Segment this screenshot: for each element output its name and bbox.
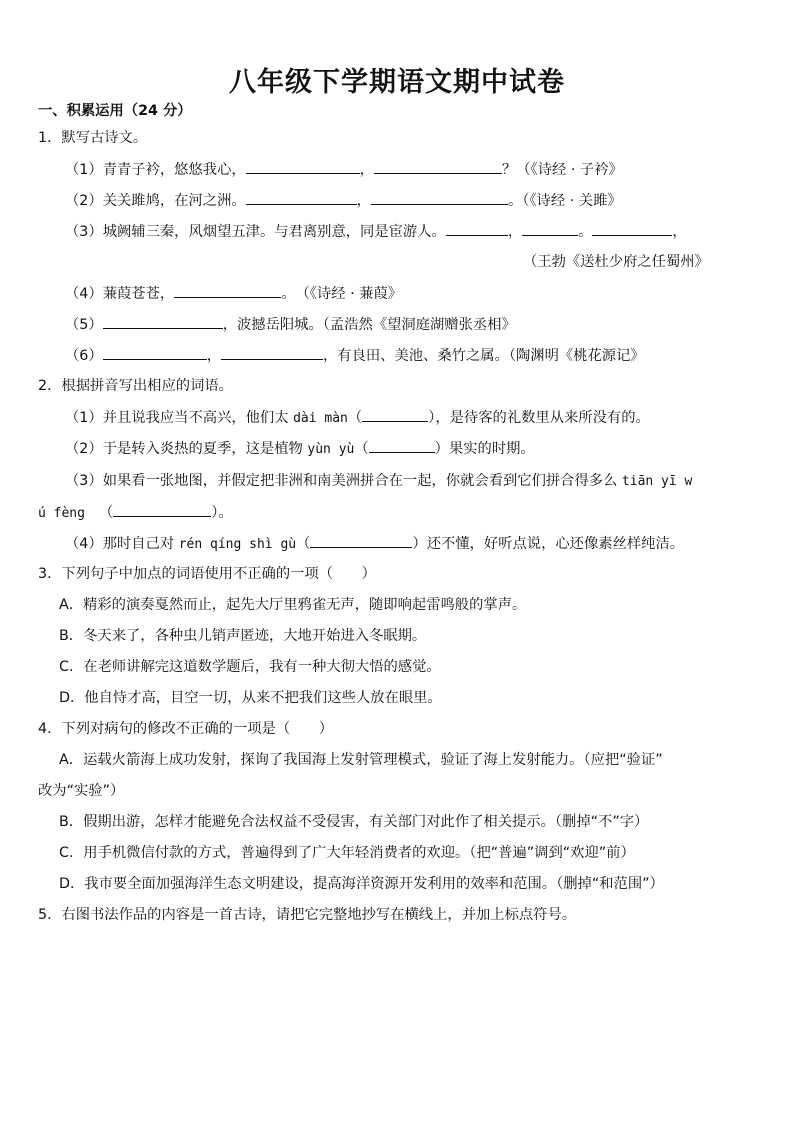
section-heading: 一、积累运用（24 分） bbox=[38, 103, 192, 119]
answer-blank[interactable] bbox=[174, 283, 281, 298]
answer-blank[interactable] bbox=[246, 159, 360, 174]
q2-item-1: （1）并且说我应当不高兴，他们太 dài màn（ ），是待客的礼数里从来所没有的。 bbox=[65, 407, 650, 429]
answer-blank[interactable] bbox=[371, 190, 508, 205]
q2-item-3-cont: ú fèng （ ）。 bbox=[38, 502, 233, 524]
q4-option-d[interactable]: D．我市要全面加强海洋生态文明建设，提高海洋资源开发利用的效率和范围。（删掉“和范围”） bbox=[59, 876, 664, 892]
q3-option-a[interactable]: A．精彩的演奏戛然而止，起先大厅里鸦雀无声，随即响起雷鸣般的掌声。 bbox=[59, 597, 527, 613]
answer-blank[interactable] bbox=[221, 345, 323, 360]
question-2-stem: 2．根据拼音写出相应的词语。 bbox=[38, 378, 233, 394]
question-5-stem: 5．右图书法作品的内容是一首古诗，请把它完整地抄写在横线上，并加上标点符号。 bbox=[38, 907, 577, 923]
pinyin: tiān yī w bbox=[621, 474, 693, 489]
q1-item-2: （2）关关雎鸠，在河之洲。 ， 。（《诗经 · 关雎》 bbox=[65, 190, 622, 211]
answer-blank[interactable] bbox=[592, 221, 672, 236]
pinyin: ú fèng bbox=[38, 506, 85, 521]
q1-item-1: （1）青青子衿，悠悠我心， ， ？（《诗经 · 子衿》 bbox=[65, 159, 623, 180]
q1-item-3: （3）城阙辅三秦，风烟望五津。与君离别意，同是宦游人。 ， 。 ， bbox=[65, 221, 687, 242]
answer-blank[interactable] bbox=[446, 221, 508, 236]
answer-blank[interactable] bbox=[113, 502, 211, 517]
answer-blank[interactable] bbox=[310, 533, 412, 548]
q1-item-3-source: （王勃《送杜少府之任蜀州》 bbox=[523, 254, 709, 270]
q4-option-c[interactable]: C．用手机微信付款的方式，普遍得到了广大年轻消费者的欢迎。（把“普遍”调到“欢迎”前） bbox=[59, 845, 635, 861]
question-1-stem: 1．默写古诗文。 bbox=[38, 130, 148, 146]
q3-option-b[interactable]: B．冬天来了，各种虫儿销声匿迹，大地开始进入冬眠期。 bbox=[59, 628, 427, 644]
answer-blank[interactable] bbox=[362, 407, 428, 422]
answer-blank[interactable] bbox=[103, 345, 207, 360]
answer-blank[interactable] bbox=[374, 159, 502, 174]
q1-item-6: （6） ， ，有良田、美池、桑竹之属。（陶渊明《桃花源记》 bbox=[65, 345, 645, 366]
q4-option-b[interactable]: B．假期出游，怎样才能避免合法权益不受侵害，有关部门对此作了相关提示。（删掉“不”字） bbox=[59, 814, 649, 830]
question-3-stem: 3．下列句子中加点的词语使用不正确的一项（ ） bbox=[38, 566, 376, 582]
q3-option-d[interactable]: D．他自恃才高，目空一切，从来不把我们这些人放在眼里。 bbox=[59, 690, 442, 706]
page-title: 八年级下学期语文期中试卷 bbox=[229, 67, 565, 98]
pinyin: yùn yù bbox=[307, 442, 355, 457]
q4-option-a[interactable]: A．运载火箭海上成功发射，探询了我国海上发射管理模式，验证了海上发射能力。（应把“验证” bbox=[59, 752, 663, 768]
q1-item-4: （4）蒹葭苍苍， 。 （《诗经 · 蒹葭》 bbox=[65, 283, 402, 304]
q3-option-c[interactable]: C．在老师讲解完这道数学题后，我有一种大彻大悟的感觉。 bbox=[59, 659, 441, 675]
answer-blank[interactable] bbox=[522, 221, 578, 236]
answer-blank[interactable] bbox=[246, 190, 357, 205]
question-4-stem: 4．下列对病句的修改不正确的一项是（ ） bbox=[38, 721, 334, 737]
q2-item-4: （4）那时自己对 rén qíng shì gù（ ）还不懂，好听点说，心还像素丝样纯洁。 bbox=[65, 533, 684, 555]
answer-blank[interactable] bbox=[103, 314, 223, 329]
q4-option-a-cont: 改为“实验”） bbox=[38, 783, 125, 799]
pinyin: rén qíng shì gù bbox=[178, 537, 297, 552]
pinyin: dài màn bbox=[293, 411, 348, 426]
q2-item-2: （2）于是转入炎热的夏季，这是植物 yùn yù（ ）果实的时期。 bbox=[65, 438, 535, 460]
answer-blank[interactable] bbox=[369, 438, 435, 453]
q2-item-3: （3）如果看一张地图，并假定把非洲和南美洲拼合在一起，你就会看到它们拼合得多么 tiān yī w bbox=[65, 473, 693, 489]
q1-item-5: （5） ，波撼岳阳城。（孟浩然《望洞庭湖赠张丞相》 bbox=[65, 314, 516, 335]
